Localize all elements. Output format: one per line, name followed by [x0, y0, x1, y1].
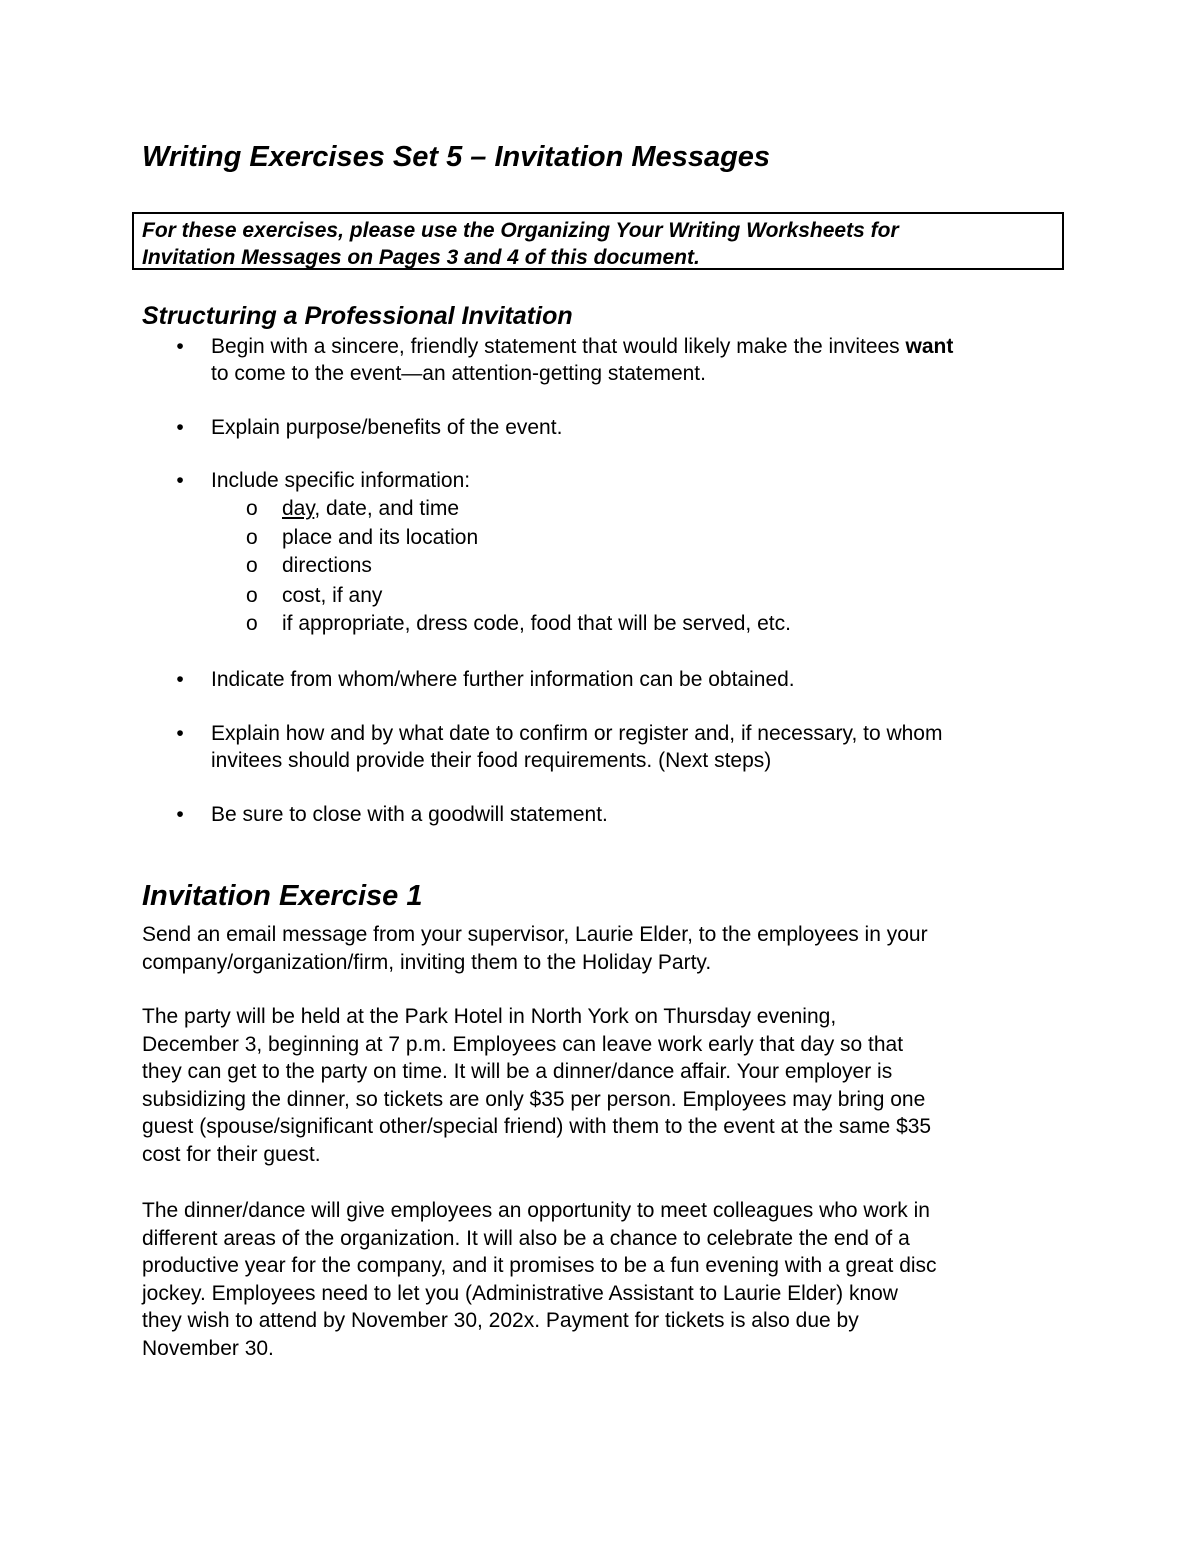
sub-item-dress-code: if appropriate, dress code, food that will be served, etc.: [282, 612, 791, 635]
paragraph-line: subsidizing the dinner, so tickets are only $35 per person. Employees may bring one: [142, 1087, 926, 1111]
paragraph-line: The dinner/dance will give employees an opportunity to meet colleagues who work in: [142, 1199, 930, 1222]
bullet-1-line-1: Begin with a sincere, friendly statement that would likely make the invitees want: [211, 335, 954, 358]
exercise-paragraph-2: [142, 1003, 1062, 1169]
page-title: Writing Exercises Set 5 – Invitation Messages: [142, 141, 771, 173]
paragraph-line: they can get to the party on time. It will be a dinner/dance affair. Your employer is: [142, 1060, 893, 1084]
paragraph-line: different areas of the organization. It will also be a chance to celebrate the end of a: [142, 1226, 910, 1250]
paragraph-line: December 3, beginning at 7 p.m. Employees can leave work early that day so that: [142, 1032, 904, 1056]
bullet-icon: •: [176, 416, 184, 439]
bullet-1-line-2: to come to the event—an attention-getting statement.: [211, 362, 706, 385]
bullet-icon: •: [176, 668, 184, 691]
instruction-line-2: Invitation Messages on Pages 3 and 4 of this document.: [142, 246, 700, 269]
paragraph-line: they wish to attend by November 30, 202x. Payment for tickets is also due by: [142, 1309, 859, 1333]
bullet-2: Explain purpose/benefits of the event.: [211, 416, 563, 439]
bullet-5-line-2: invitees should provide their food requirements. (Next steps): [211, 749, 772, 772]
exercise-heading: Invitation Exercise 1: [142, 880, 423, 912]
paragraph-line: Send an email message from your supervisor, Laurie Elder, to the employees in your: [142, 923, 928, 946]
paragraph-line: guest (spouse/significant other/special friend) with them to the event at the same $35: [142, 1115, 932, 1139]
sub-item-directions: directions: [282, 554, 372, 577]
instruction-line-1: For these exercises, please use the Organizing Your Writing Worksheets for: [142, 219, 899, 242]
sub-bullet-icon: o: [246, 612, 258, 635]
sub-item-cost: cost, if any: [282, 584, 383, 607]
section-heading-structure: Structuring a Professional Invitation: [142, 302, 573, 330]
bullet-4: Indicate from whom/where further information can be obtained.: [211, 668, 795, 691]
bullet-6: Be sure to close with a goodwill statement.: [211, 803, 608, 826]
paragraph-line: jockey. Employees need to let you (Administrative Assistant to Laurie Elder) know: [142, 1281, 898, 1305]
emphasis-want: want: [905, 335, 954, 358]
bullet-icon: •: [176, 469, 184, 492]
paragraph-line: The party will be held at the Park Hotel in North York on Thursday evening,: [142, 1005, 837, 1028]
bullet-icon: •: [176, 335, 184, 358]
paragraph-line: cost for their guest.: [142, 1142, 321, 1166]
bullet-icon: •: [176, 803, 184, 826]
sub-item-place: place and its location: [282, 526, 479, 549]
sub-bullet-icon: o: [246, 554, 258, 577]
paragraph-line: company/organization/firm, inviting them to the Holiday Party.: [142, 950, 712, 974]
sub-bullet-icon: o: [246, 497, 258, 520]
bullet-5-line-1: Explain how and by what date to confirm or register and, if necessary, to whom: [211, 722, 943, 745]
paragraph-line: November 30.: [142, 1336, 274, 1360]
exercise-paragraph-1: [142, 921, 1062, 976]
exercise-paragraph-3: [142, 1197, 1062, 1363]
bullet-3: Include specific information:: [211, 469, 471, 492]
sub-item-day-date-time: day, date, and time: [282, 497, 460, 520]
instruction-text: [142, 217, 899, 271]
bullet-icon: •: [176, 722, 184, 745]
sub-bullet-icon: o: [246, 526, 258, 549]
sub-bullet-icon: o: [246, 584, 258, 607]
paragraph-line: productive year for the company, and it promises to be a fun evening with a great disc: [142, 1254, 937, 1278]
